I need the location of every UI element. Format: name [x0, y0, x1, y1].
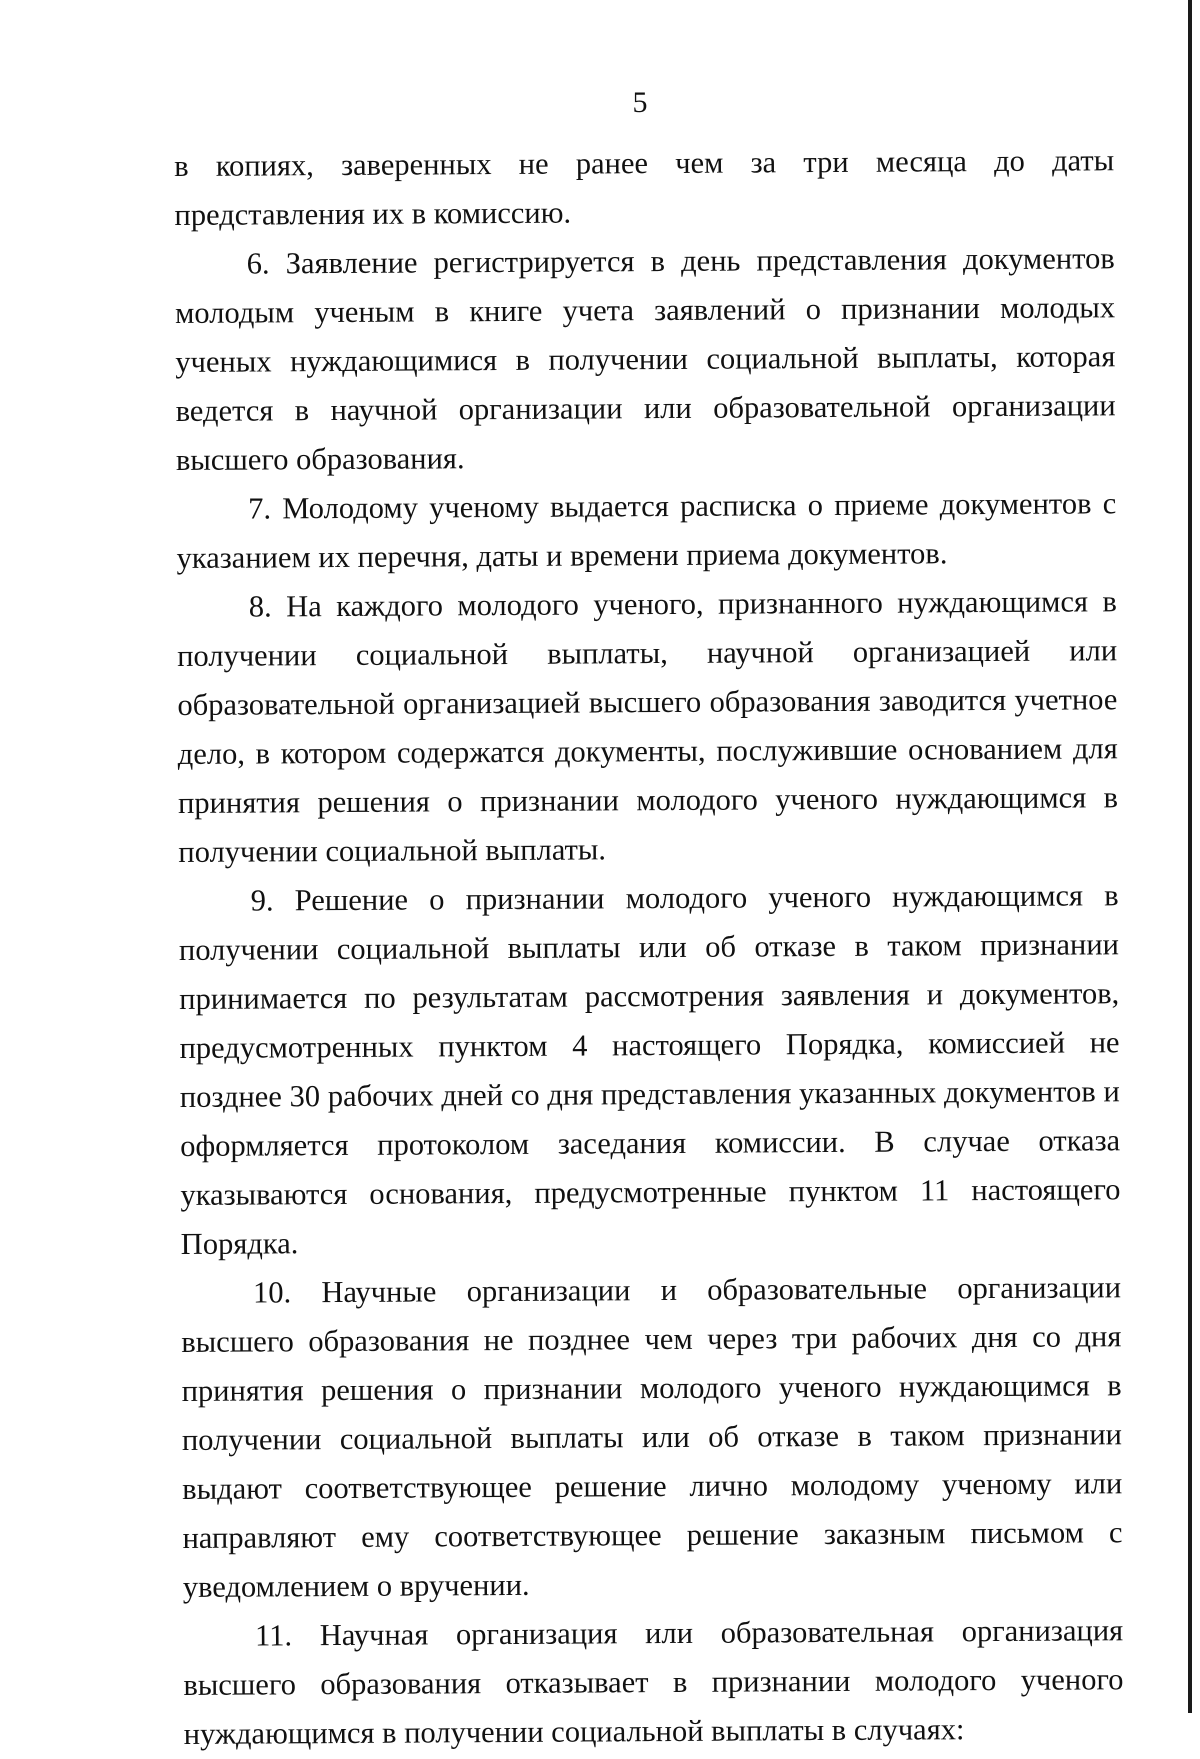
document-body [174, 136, 1124, 1759]
paragraph-item-6: 6. Заявление регистрируется в день представления документов молодым ученым в книге учета заявлений о признании молодых ученых нуждающимися в получении социальной выплаты, которая ведется в научной организации или образовательной организации высшего образования. [174, 241, 1116, 477]
scan-edge [1188, 0, 1192, 1713]
paragraph-item-11: 11. Научная организация или образовательная организация высшего образования отказывает в признании молодого ученого нуждающимся в получении социальной выплаты в случаях: [183, 1613, 1124, 1751]
paragraph-item-10: 10. Научные организации и образовательные организации высшего образования не позднее чем через три рабочих дня со дня принятия решения о признании молодого ученого нуждающимся в получении социальной выплаты или об отказе в таком признании выдают соответствующее решение лично молодому ученому или направляют ему соответствующее решение заказным письмом с уведомлением о вручении. [181, 1270, 1123, 1604]
page-number: 5 [632, 86, 648, 119]
paragraph-continuation: в копиях, заверенных не ранее чем за три месяца до даты представления их в комиссию. [174, 143, 1115, 232]
paragraph-item-9: 9. Решение о признании молодого ученого нуждающимся в получении социальной выплаты или об отказе в таком признании принимается по результатам рассмотрения заявления и документов, предусмотренных пунктом 4 настоящего Порядка, комиссией не позднее 30 рабочих дней со дня представления указанных документов и оформляется протоколом заседания комиссии. В случае отказа указываются основания, предусмотренные пунктом 11 настоящего Порядка. [178, 878, 1121, 1261]
paragraph-item-8: 8. На каждого молодого ученого, признанного нуждающимся в получении социальной выплаты, научной организацией или образовательной организацией высшего образования заводится учетное дело, в котором содержатся документы, послужившие основанием для принятия решения о признании молодого ученого нуждающимся в получении социальной выплаты. [177, 584, 1119, 869]
paragraph-item-7: 7. Молодому ученому выдается расписка о приеме документов с указанием их перечня, даты и времени приема документов. [176, 486, 1117, 575]
